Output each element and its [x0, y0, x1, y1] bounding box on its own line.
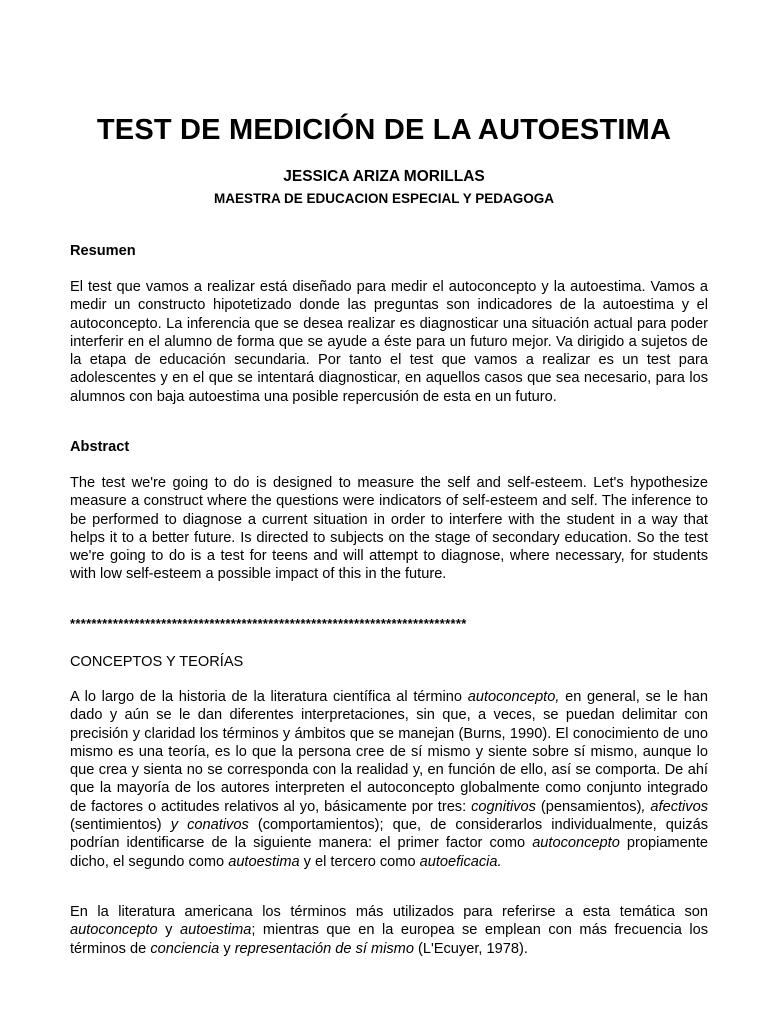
author-name: JESSICA ARIZA MORILLAS — [283, 168, 485, 185]
resumen-text: El test que vamos a realizar está diseñado para medir el autoconcepto y la autoestima. Vamos a medir un constructo hipotetizado donde las preguntas son indicadores de la autoestima y el autoconcepto. La inferencia que se desea realizar es diagnosticar una situación actual para poder interferir en el alumno de forma que se ayude a éste para un futuro mejor. Va dirigido a sujetos de la etapa de educación secundaria. Por tanto el test que vamos a realizar es un test para adolescentes y en el que se intentará diagnosticar, en aquellos casos que sea necesario, para los alumnos con baja autoestima una posible repercusión de esta en un futuro. — [70, 279, 708, 405]
p2-text: y — [157, 922, 180, 939]
p1-term-autoconcepto: autoconcepto, — [467, 689, 560, 705]
p1-text: en general, se le han dado y aún se le dan diferentes interpretaciones, sin que, a veces, se puedan delimitar con precisión y claridad los términos y ámbitos que se manejan (Burns, 1990). El conocimiento de uno mismo es una teoría, es lo que la persona cree de sí mismo y siente sobre sí mismo, aunque lo que crea y sienta no se corresponda con la realidad y, en función de ello, así se comporta. De ahí que la mayoría de los autores interpreten el autoconcepto globalmente como conjunto integrado de factores o actitudes relativos al yo, básicamente por tres: — [70, 689, 708, 815]
section-title: CONCEPTOS Y TEORÍAS — [70, 654, 244, 670]
p2-term-conciencia: conciencia — [150, 940, 220, 957]
abstract-text: The test we're going to do is designed to measure the self and self-esteem. Let's hypothesize measure a construct where the questions were indicators of self-esteem and self. The inference to be performed to diagnose a current situation in order to interfere with the student in a way that helps it to a better future. Is directed to subjects on the stage of secondary education. So the test we're going to do is a test for teens and will attempt to diagnose, where necessary, for students with low self-esteem a possible impact of this in the future. — [70, 475, 708, 583]
p2-text: y — [219, 940, 235, 957]
p1-text: y el tercero como — [299, 853, 420, 870]
p1-text: propiamente dicho, el segundo como — [70, 835, 708, 870]
author-role: MAESTRA DE EDUCACION ESPECIAL Y PEDAGOGA — [213, 191, 555, 206]
resumen-heading: Resumen — [70, 243, 136, 259]
separator-line: ************************************************************************** — [70, 616, 467, 631]
p1-term-autoeficacia: autoeficacia. — [419, 853, 502, 870]
document-title: TEST DE MEDICIÓN DE LA AUTOESTIMA — [96, 114, 672, 146]
p1-text: (sentimientos) — [70, 817, 171, 834]
p2-text: ; mientras que en la europea se emplean con más frecuencia los términos de — [70, 922, 708, 957]
p1-text: A lo largo de la historia de la literatura científica al término — [70, 689, 468, 705]
p2-text: (L'Ecuyer, 1978). — [413, 940, 528, 957]
p1-term-afectivos: , afectivos — [641, 798, 708, 815]
p2-text: En la literatura americana los términos más utilizados para referirse a esta temática son — [70, 904, 708, 920]
p1-term-autoconcepto: autoconcepto — [532, 835, 620, 852]
p2-term-autoestima: autoestima — [179, 922, 252, 939]
paragraph-conceptos — [70, 688, 708, 871]
p1-text: (comportamientos); que, de considerarlos individualmente, quizás podrían identificarse de la siguiente manera: el primer factor como — [70, 817, 708, 852]
p2-term-autoconcepto: autoconcepto — [70, 922, 158, 939]
paragraph-literatura — [70, 903, 708, 958]
abstract-heading: Abstract — [70, 439, 130, 455]
p1-term-cognitivos: cognitivos — [471, 798, 536, 815]
p2-term-representacion: representación de sí mismo — [234, 940, 414, 957]
p1-term-conativos: y conativos — [170, 817, 249, 834]
p1-term-autoestima: autoestima — [228, 853, 300, 870]
p1-text: (pensamientos) — [535, 798, 642, 815]
